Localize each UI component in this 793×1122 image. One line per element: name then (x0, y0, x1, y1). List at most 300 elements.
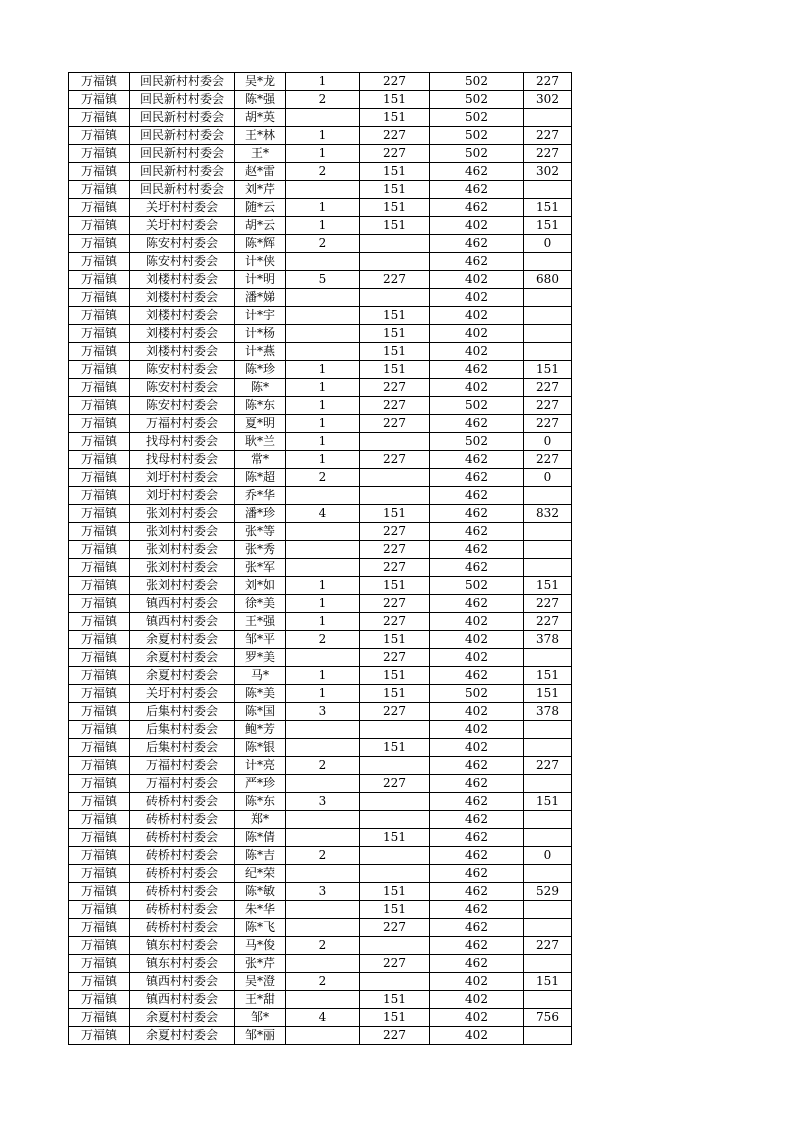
amount-b-cell: 462 (430, 415, 524, 433)
count-cell: 1 (286, 145, 360, 163)
amount-b-cell: 462 (430, 181, 524, 199)
table-row (69, 199, 572, 217)
name-cell: 计*燕 (235, 343, 286, 361)
amount-b-cell: 502 (430, 397, 524, 415)
name-cell: 常* (235, 451, 286, 469)
town-cell: 万福镇 (69, 379, 130, 397)
count-cell: 2 (286, 469, 360, 487)
amount-b-cell: 402 (430, 613, 524, 631)
town-cell: 万福镇 (69, 343, 130, 361)
name-cell: 计*明 (235, 271, 286, 289)
amount-b-cell: 462 (430, 793, 524, 811)
town-cell: 万福镇 (69, 415, 130, 433)
table-row (69, 1009, 572, 1027)
amount-b-cell: 462 (430, 883, 524, 901)
village-committee-cell: 万福村村委会 (130, 415, 235, 433)
name-cell: 陈*东 (235, 793, 286, 811)
amount-b-cell: 462 (430, 937, 524, 955)
town-cell: 万福镇 (69, 721, 130, 739)
amount-b-cell: 402 (430, 1009, 524, 1027)
count-cell (286, 289, 360, 307)
amount-a-cell: 227 (360, 145, 430, 163)
count-cell: 1 (286, 613, 360, 631)
count-cell (286, 1027, 360, 1045)
count-cell (286, 901, 360, 919)
village-committee-cell: 镇东村村委会 (130, 937, 235, 955)
table-row (69, 469, 572, 487)
amount-b-cell: 462 (430, 955, 524, 973)
village-committee-cell: 镇西村村委会 (130, 595, 235, 613)
name-cell: 陈*美 (235, 685, 286, 703)
town-cell: 万福镇 (69, 109, 130, 127)
count-cell: 1 (286, 217, 360, 235)
amount-a-cell: 151 (360, 739, 430, 757)
total-cell: 0 (524, 469, 572, 487)
table-row (69, 487, 572, 505)
town-cell: 万福镇 (69, 811, 130, 829)
count-cell: 1 (286, 685, 360, 703)
table-row (69, 325, 572, 343)
total-cell: 832 (524, 505, 572, 523)
table-row (69, 721, 572, 739)
name-cell: 陈*敏 (235, 883, 286, 901)
total-cell: 227 (524, 145, 572, 163)
name-cell: 陈*银 (235, 739, 286, 757)
name-cell: 刘*如 (235, 577, 286, 595)
name-cell: 陈*飞 (235, 919, 286, 937)
village-committee-cell: 余夏村村委会 (130, 667, 235, 685)
amount-b-cell: 502 (430, 433, 524, 451)
count-cell: 1 (286, 73, 360, 91)
name-cell: 郑* (235, 811, 286, 829)
village-committee-cell: 刘楼村村委会 (130, 325, 235, 343)
amount-b-cell: 402 (430, 703, 524, 721)
town-cell: 万福镇 (69, 487, 130, 505)
name-cell: 徐*美 (235, 595, 286, 613)
village-committee-cell: 砖桥村村委会 (130, 901, 235, 919)
name-cell: 胡*云 (235, 217, 286, 235)
table-body (69, 73, 572, 1045)
total-cell: 529 (524, 883, 572, 901)
amount-a-cell: 151 (360, 685, 430, 703)
name-cell: 张*等 (235, 523, 286, 541)
amount-a-cell (360, 487, 430, 505)
total-cell (524, 721, 572, 739)
village-committee-cell: 后集村村委会 (130, 739, 235, 757)
village-committee-cell: 张刘村村委会 (130, 541, 235, 559)
village-committee-cell: 余夏村村委会 (130, 649, 235, 667)
amount-a-cell: 151 (360, 325, 430, 343)
village-committee-cell: 张刘村村委会 (130, 577, 235, 595)
total-cell (524, 523, 572, 541)
count-cell: 1 (286, 433, 360, 451)
town-cell: 万福镇 (69, 235, 130, 253)
name-cell: 吴*龙 (235, 73, 286, 91)
name-cell: 陈*东 (235, 397, 286, 415)
amount-a-cell: 151 (360, 991, 430, 1009)
total-cell (524, 649, 572, 667)
village-committee-cell: 找母村村委会 (130, 433, 235, 451)
name-cell: 计*亮 (235, 757, 286, 775)
count-cell (286, 253, 360, 271)
name-cell: 陈*珍 (235, 361, 286, 379)
table-row (69, 271, 572, 289)
table-row (69, 829, 572, 847)
town-cell: 万福镇 (69, 649, 130, 667)
amount-a-cell: 227 (360, 271, 430, 289)
town-cell: 万福镇 (69, 163, 130, 181)
amount-a-cell: 151 (360, 631, 430, 649)
count-cell: 2 (286, 235, 360, 253)
village-committee-cell: 后集村村委会 (130, 721, 235, 739)
village-committee-cell: 张刘村村委会 (130, 523, 235, 541)
village-committee-cell: 余夏村村委会 (130, 1009, 235, 1027)
village-committee-cell: 砖桥村村委会 (130, 883, 235, 901)
total-cell (524, 289, 572, 307)
village-committee-cell: 镇西村村委会 (130, 613, 235, 631)
town-cell: 万福镇 (69, 595, 130, 613)
amount-b-cell: 402 (430, 973, 524, 991)
town-cell: 万福镇 (69, 307, 130, 325)
amount-b-cell: 462 (430, 919, 524, 937)
total-cell (524, 901, 572, 919)
village-committee-cell: 刘楼村村委会 (130, 289, 235, 307)
amount-b-cell: 402 (430, 289, 524, 307)
town-cell: 万福镇 (69, 829, 130, 847)
amount-a-cell: 227 (360, 1027, 430, 1045)
total-cell (524, 181, 572, 199)
amount-a-cell: 227 (360, 775, 430, 793)
table-row (69, 433, 572, 451)
count-cell: 4 (286, 505, 360, 523)
total-cell: 227 (524, 415, 572, 433)
table-row (69, 73, 572, 91)
amount-b-cell: 462 (430, 541, 524, 559)
amount-a-cell: 151 (360, 883, 430, 901)
table-row (69, 163, 572, 181)
town-cell: 万福镇 (69, 937, 130, 955)
total-cell (524, 253, 572, 271)
village-committee-cell: 镇西村村委会 (130, 991, 235, 1009)
name-cell: 赵*雷 (235, 163, 286, 181)
table-row (69, 757, 572, 775)
count-cell (286, 991, 360, 1009)
amount-b-cell: 402 (430, 271, 524, 289)
table-row (69, 505, 572, 523)
amount-b-cell: 502 (430, 685, 524, 703)
total-cell: 227 (524, 127, 572, 145)
total-cell (524, 829, 572, 847)
name-cell: 张*军 (235, 559, 286, 577)
village-committee-cell: 万福村村委会 (130, 775, 235, 793)
amount-a-cell: 227 (360, 613, 430, 631)
total-cell (524, 919, 572, 937)
count-cell: 1 (286, 397, 360, 415)
total-cell: 0 (524, 847, 572, 865)
name-cell: 王*甜 (235, 991, 286, 1009)
town-cell: 万福镇 (69, 739, 130, 757)
town-cell: 万福镇 (69, 775, 130, 793)
count-cell: 1 (286, 577, 360, 595)
village-committee-cell: 回民新村村委会 (130, 109, 235, 127)
village-committee-cell: 关圩村村委会 (130, 217, 235, 235)
count-cell: 3 (286, 883, 360, 901)
town-cell: 万福镇 (69, 973, 130, 991)
name-cell: 朱*华 (235, 901, 286, 919)
count-cell (286, 541, 360, 559)
village-committee-cell: 陈安村村委会 (130, 253, 235, 271)
amount-a-cell (360, 973, 430, 991)
table-row (69, 937, 572, 955)
table-row (69, 577, 572, 595)
town-cell: 万福镇 (69, 397, 130, 415)
amount-b-cell: 462 (430, 199, 524, 217)
total-cell (524, 307, 572, 325)
amount-a-cell (360, 235, 430, 253)
town-cell: 万福镇 (69, 253, 130, 271)
table-row (69, 343, 572, 361)
town-cell: 万福镇 (69, 955, 130, 973)
name-cell: 陈*强 (235, 91, 286, 109)
town-cell: 万福镇 (69, 361, 130, 379)
amount-b-cell: 402 (430, 307, 524, 325)
amount-a-cell (360, 253, 430, 271)
town-cell: 万福镇 (69, 127, 130, 145)
village-committee-cell: 万福村村委会 (130, 757, 235, 775)
village-committee-cell: 陈安村村委会 (130, 361, 235, 379)
amount-b-cell: 402 (430, 379, 524, 397)
amount-b-cell: 462 (430, 451, 524, 469)
total-cell (524, 991, 572, 1009)
town-cell: 万福镇 (69, 181, 130, 199)
village-committee-cell: 回民新村村委会 (130, 163, 235, 181)
amount-a-cell (360, 811, 430, 829)
amount-a-cell: 151 (360, 577, 430, 595)
amount-b-cell: 502 (430, 145, 524, 163)
village-committee-cell: 刘楼村村委会 (130, 307, 235, 325)
village-committee-cell: 砖桥村村委会 (130, 829, 235, 847)
table-row (69, 253, 572, 271)
amount-a-cell (360, 865, 430, 883)
name-cell: 吴*澄 (235, 973, 286, 991)
name-cell: 马*俊 (235, 937, 286, 955)
town-cell: 万福镇 (69, 73, 130, 91)
village-committee-cell: 找母村村委会 (130, 451, 235, 469)
amount-b-cell: 462 (430, 811, 524, 829)
amount-b-cell: 462 (430, 757, 524, 775)
town-cell: 万福镇 (69, 325, 130, 343)
amount-a-cell: 227 (360, 451, 430, 469)
village-committee-cell: 后集村村委会 (130, 703, 235, 721)
table-row (69, 955, 572, 973)
name-cell: 潘*珍 (235, 505, 286, 523)
name-cell: 潘*娣 (235, 289, 286, 307)
town-cell: 万福镇 (69, 451, 130, 469)
table-row (69, 667, 572, 685)
town-cell: 万福镇 (69, 271, 130, 289)
total-cell: 151 (524, 577, 572, 595)
town-cell: 万福镇 (69, 667, 130, 685)
total-cell (524, 865, 572, 883)
amount-b-cell: 402 (430, 649, 524, 667)
table-row (69, 181, 572, 199)
town-cell: 万福镇 (69, 1009, 130, 1027)
total-cell: 227 (524, 451, 572, 469)
town-cell: 万福镇 (69, 91, 130, 109)
total-cell: 227 (524, 397, 572, 415)
town-cell: 万福镇 (69, 505, 130, 523)
name-cell: 鲍*芳 (235, 721, 286, 739)
amount-a-cell: 151 (360, 361, 430, 379)
total-cell: 151 (524, 685, 572, 703)
total-cell: 227 (524, 379, 572, 397)
count-cell (286, 307, 360, 325)
village-committee-cell: 回民新村村委会 (130, 145, 235, 163)
count-cell: 1 (286, 379, 360, 397)
amount-a-cell: 151 (360, 91, 430, 109)
town-cell: 万福镇 (69, 541, 130, 559)
table-row (69, 865, 572, 883)
village-committee-cell: 余夏村村委会 (130, 1027, 235, 1045)
count-cell (286, 919, 360, 937)
name-cell: 陈*吉 (235, 847, 286, 865)
count-cell: 1 (286, 127, 360, 145)
count-cell: 2 (286, 973, 360, 991)
amount-a-cell (360, 289, 430, 307)
amount-a-cell: 151 (360, 901, 430, 919)
amount-b-cell: 462 (430, 847, 524, 865)
total-cell: 680 (524, 271, 572, 289)
count-cell (286, 721, 360, 739)
amount-a-cell: 227 (360, 649, 430, 667)
amount-a-cell: 227 (360, 919, 430, 937)
count-cell (286, 109, 360, 127)
town-cell: 万福镇 (69, 145, 130, 163)
village-committee-cell: 陈安村村委会 (130, 235, 235, 253)
amount-b-cell: 502 (430, 91, 524, 109)
name-cell: 罗*美 (235, 649, 286, 667)
name-cell: 陈*倩 (235, 829, 286, 847)
table-row (69, 1027, 572, 1045)
total-cell: 227 (524, 595, 572, 613)
amount-b-cell: 462 (430, 595, 524, 613)
name-cell: 陈*超 (235, 469, 286, 487)
amount-b-cell: 402 (430, 1027, 524, 1045)
table-row (69, 739, 572, 757)
amount-a-cell: 227 (360, 523, 430, 541)
amount-b-cell: 462 (430, 361, 524, 379)
amount-a-cell: 151 (360, 667, 430, 685)
count-cell (286, 649, 360, 667)
amount-a-cell: 227 (360, 703, 430, 721)
total-cell (524, 343, 572, 361)
amount-a-cell: 227 (360, 595, 430, 613)
total-cell: 151 (524, 793, 572, 811)
town-cell: 万福镇 (69, 1027, 130, 1045)
amount-b-cell: 402 (430, 739, 524, 757)
count-cell: 1 (286, 595, 360, 613)
table-row (69, 613, 572, 631)
count-cell: 1 (286, 667, 360, 685)
table-row (69, 451, 572, 469)
total-cell: 302 (524, 163, 572, 181)
total-cell (524, 487, 572, 505)
name-cell: 王*强 (235, 613, 286, 631)
amount-a-cell (360, 847, 430, 865)
table-row (69, 685, 572, 703)
village-committee-cell: 砖桥村村委会 (130, 847, 235, 865)
name-cell: 马* (235, 667, 286, 685)
name-cell: 纪*荣 (235, 865, 286, 883)
count-cell (286, 523, 360, 541)
table-row (69, 523, 572, 541)
amount-b-cell: 462 (430, 235, 524, 253)
village-committee-cell: 陈安村村委会 (130, 397, 235, 415)
village-committee-cell: 镇东村村委会 (130, 955, 235, 973)
table-row (69, 919, 572, 937)
town-cell: 万福镇 (69, 901, 130, 919)
town-cell: 万福镇 (69, 919, 130, 937)
town-cell: 万福镇 (69, 613, 130, 631)
amount-a-cell (360, 757, 430, 775)
town-cell: 万福镇 (69, 865, 130, 883)
table-row (69, 127, 572, 145)
count-cell: 1 (286, 451, 360, 469)
name-cell: 王* (235, 145, 286, 163)
name-cell: 刘*芹 (235, 181, 286, 199)
amount-a-cell: 151 (360, 109, 430, 127)
town-cell: 万福镇 (69, 793, 130, 811)
name-cell: 邹* (235, 1009, 286, 1027)
amount-b-cell: 462 (430, 253, 524, 271)
count-cell: 1 (286, 361, 360, 379)
count-cell (286, 559, 360, 577)
total-cell (524, 541, 572, 559)
amount-a-cell: 227 (360, 379, 430, 397)
town-cell: 万福镇 (69, 847, 130, 865)
count-cell (286, 487, 360, 505)
count-cell (286, 739, 360, 757)
table-row (69, 415, 572, 433)
count-cell: 4 (286, 1009, 360, 1027)
village-committee-cell: 回民新村村委会 (130, 73, 235, 91)
count-cell (286, 325, 360, 343)
count-cell: 1 (286, 199, 360, 217)
amount-a-cell: 227 (360, 127, 430, 145)
amount-b-cell: 402 (430, 631, 524, 649)
total-cell (524, 1027, 572, 1045)
name-cell: 张*芹 (235, 955, 286, 973)
name-cell: 计*宇 (235, 307, 286, 325)
village-committee-cell: 关圩村村委会 (130, 199, 235, 217)
table-row (69, 235, 572, 253)
total-cell (524, 559, 572, 577)
count-cell: 5 (286, 271, 360, 289)
village-committee-cell: 砖桥村村委会 (130, 919, 235, 937)
village-committee-cell: 余夏村村委会 (130, 631, 235, 649)
table-row (69, 793, 572, 811)
village-committee-cell: 刘圩村村委会 (130, 487, 235, 505)
count-cell (286, 775, 360, 793)
amount-a-cell (360, 937, 430, 955)
table-row (69, 289, 572, 307)
name-cell: 计*杨 (235, 325, 286, 343)
amount-a-cell: 227 (360, 541, 430, 559)
town-cell: 万福镇 (69, 217, 130, 235)
town-cell: 万福镇 (69, 883, 130, 901)
amount-b-cell: 502 (430, 577, 524, 595)
table-row (69, 379, 572, 397)
